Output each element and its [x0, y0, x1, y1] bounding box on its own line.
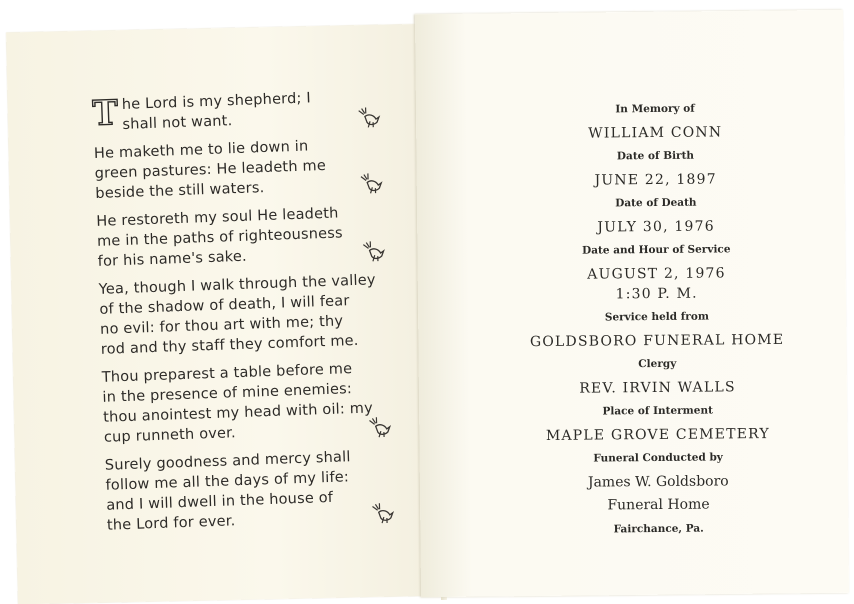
- verse-line: Thou preparest a table before me: [101, 361, 353, 386]
- conducted-by-label: Funeral Conducted by: [593, 451, 723, 465]
- deceased-name: WILLIAM CONN: [588, 124, 723, 142]
- interment-label: Place of Interment: [602, 404, 713, 418]
- birth-date: JUNE 22, 1897: [594, 171, 717, 189]
- verse-line: He restoreth my soul He leadeth: [96, 205, 339, 230]
- location: Fairchance, Pa.: [613, 522, 704, 536]
- dove-icon: [357, 106, 382, 129]
- dove-icon: [359, 172, 384, 195]
- held-from-label: Service held from: [604, 310, 709, 324]
- venue: GOLDSBORO FUNERAL HOME: [529, 331, 785, 351]
- service-label: Date and Hour of Service: [582, 243, 731, 257]
- verse-line: of the shadow of death, I will fear: [99, 293, 350, 318]
- psalm-verse: [96, 202, 388, 272]
- death-date: JULY 30, 1976: [597, 218, 715, 236]
- psalm-verse: [98, 270, 391, 360]
- dove-icon: [367, 416, 392, 439]
- death-label: Date of Death: [615, 196, 697, 210]
- verse-line: me in the paths of righteousness: [96, 225, 344, 250]
- verse-line: Yea, though I walk through the valley: [98, 272, 376, 298]
- cemetery-name: MAPLE GROVE CEMETERY: [545, 426, 770, 444]
- dove-icon: [370, 502, 395, 525]
- verse-line: Surely goodness and mercy shall: [104, 449, 351, 474]
- verse-line: no evil: for thou art with me; thy: [99, 313, 344, 338]
- director-business: Funeral Home: [607, 496, 710, 514]
- verse-line: green pastures: He leadeth me: [94, 157, 327, 182]
- psalm-verse: [105, 446, 398, 536]
- verse-line: the Lord for ever.: [106, 513, 236, 534]
- verse-line: cup runneth over.: [103, 425, 237, 446]
- psalm-verse: [94, 134, 386, 204]
- drop-cap: T: [91, 93, 119, 134]
- clergy-label: Clergy: [638, 357, 677, 371]
- psalm-verse: [101, 358, 394, 448]
- memorial-details: [505, 101, 809, 546]
- verse-line: beside the still waters.: [95, 180, 265, 202]
- service-time: 1:30 P. M.: [615, 285, 698, 303]
- birth-label: Date of Birth: [616, 149, 695, 163]
- service-date: AUGUST 2, 1976: [587, 265, 726, 283]
- verse-line: he Lord is my shepherd; I: [121, 90, 312, 113]
- verse-line: follow me all the days of my life:: [105, 469, 350, 494]
- director-name: James W. Goldsboro: [587, 473, 729, 491]
- verse-line: and I will dwell in the house of: [106, 489, 334, 514]
- verse-line: rod and thy staff they comfort me.: [100, 332, 359, 358]
- dove-icon: [361, 240, 386, 263]
- verse-line: in the presence of mine enemies:: [102, 381, 353, 406]
- verse-line: He maketh me to lie down in: [93, 138, 309, 162]
- psalm-text: [92, 86, 397, 544]
- clergy-name: REV. IRVIN WALLS: [579, 379, 736, 397]
- in-memory-label: In Memory of: [615, 102, 695, 116]
- verse-line: shall not want.: [122, 113, 233, 133]
- verse-line: for his name's sake.: [97, 248, 248, 270]
- verse-line: thou anointest my head with oil: my: [102, 400, 374, 426]
